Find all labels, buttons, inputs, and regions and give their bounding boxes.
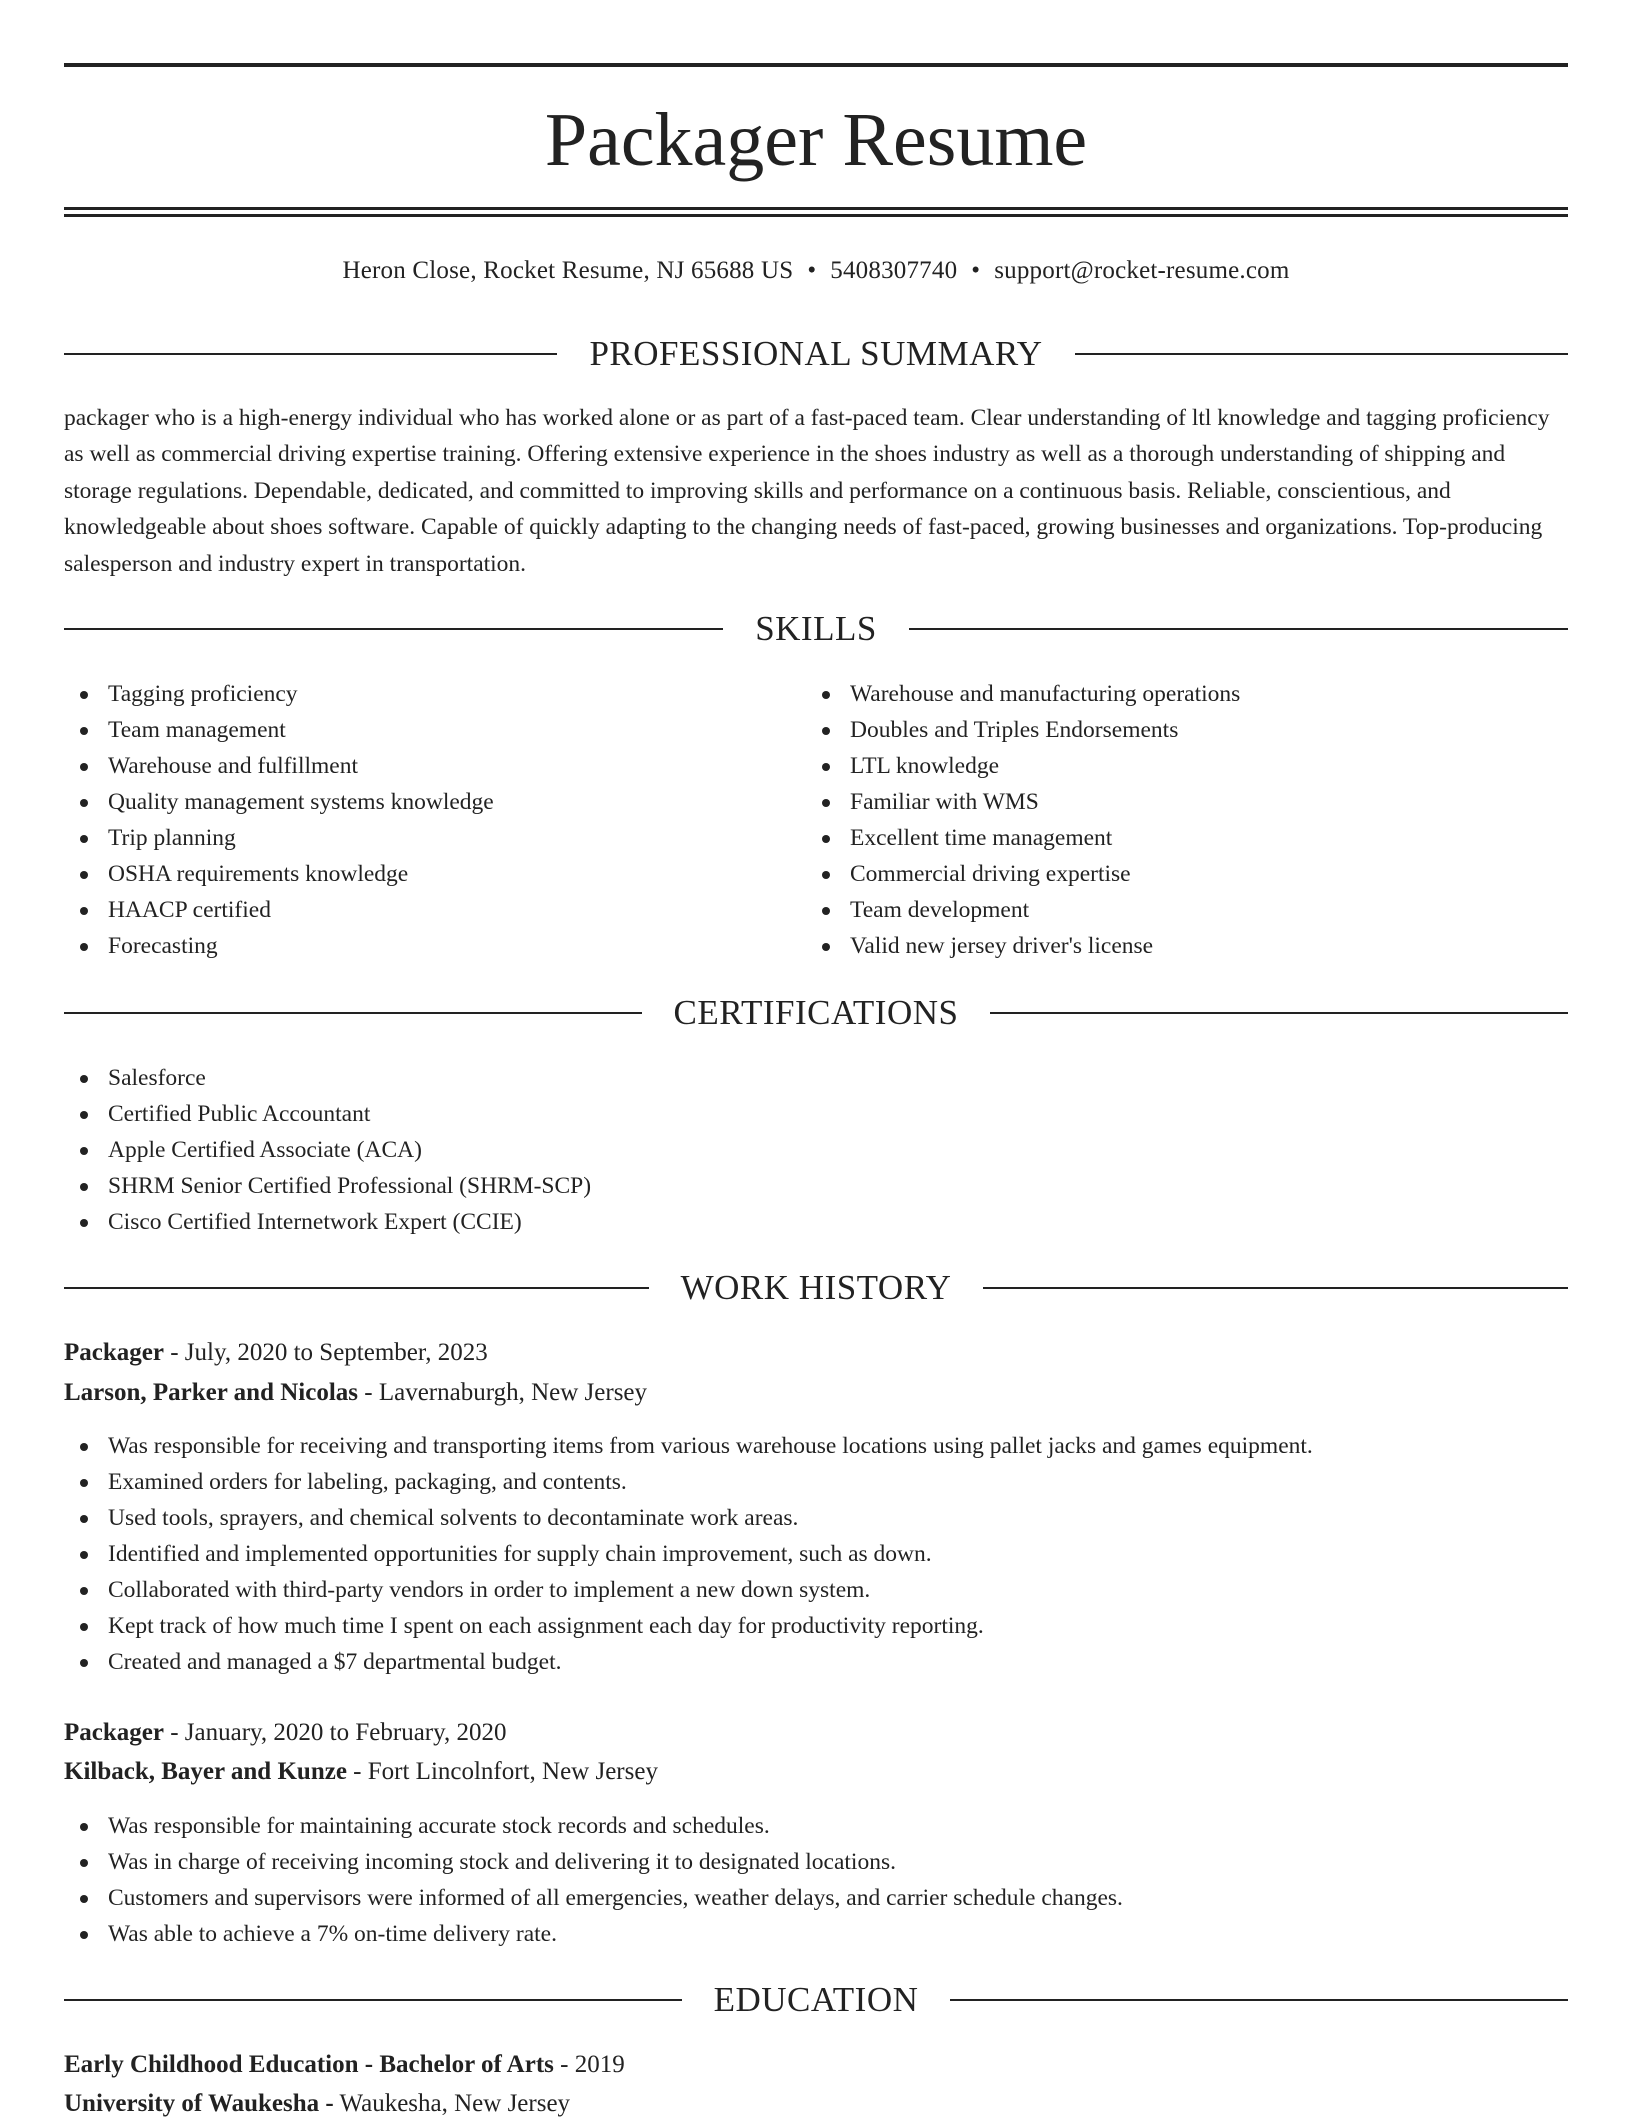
skill-item: Team development [806,892,1566,928]
top-rule [64,63,1568,67]
contact-email: support@rocket-resume.com [994,257,1290,284]
section-rule [950,1999,1568,2001]
job-duty-item: Was in charge of receiving incoming stock and delivering it to designated locations. [64,1844,1568,1880]
job-title-line [64,1336,1568,1370]
job-duty-item: Collaborated with third-party vendors in order to implement a new down system. [64,1572,1568,1608]
job-title: Packager [64,1339,164,1366]
contact-address: Heron Close, Rocket Resume, NJ 65688 US [342,257,794,284]
skill-item: Warehouse and fulfillment [64,748,804,784]
job-duty-item: Used tools, sprayers, and chemical solvents to decontaminate work areas. [64,1500,1568,1536]
job-company: Kilback, Bayer and Kunze [64,1758,347,1785]
education-school: University of Waukesha - [64,2090,334,2117]
job-duty-item: Was responsible for maintaining accurate stock records and schedules. [64,1808,1568,1844]
section-header-education [64,1978,1568,2022]
section-header-summary [64,332,1568,376]
skills-list-right [806,676,1566,964]
education-degree-line [64,2048,1568,2082]
skill-item: Quality management systems knowledge [64,784,804,820]
contact-line [64,254,1568,288]
education-location: Waukesha, New Jersey [333,2090,571,2117]
section-header-certifications [64,991,1568,1035]
section-rule [64,628,723,630]
summary-paragraph: packager who is a high-energy individual who has worked alone or as part of a fast-paced team. Clear understanding of ltl knowledge and tagging proficiency as well as commercial driving expertise training. Offering extensive experience in the shoes industry as well as a thorough understanding of shipping and storage regulations. Dependable, dedicated, and committed to improving skills and performance on a continuous basis. Reliable, conscientious, and knowledgeable about shoes software. Capable of quickly adapting to the changing needs of fast-paced, growing businesses and organizations. Top-producing salesperson and industry expert in transportation. [64,405,1550,577]
skills-list-left [64,676,804,964]
contact-phone: 5408307740 [830,257,958,284]
section-rule [64,1999,682,2001]
job-location: - Lavernaburgh, New Jersey [358,1379,648,1406]
job-duty-item: Kept track of how much time I spent on each assignment each day for productivity reporting. [64,1608,1568,1644]
section-title: WORK HISTORY [680,1268,952,1307]
job-duty-item: Created and managed a $7 departmental budget. [64,1644,1568,1680]
section-rule [990,1012,1568,1014]
skill-item: OSHA requirements knowledge [64,856,804,892]
section-rule [64,1012,642,1014]
job-duty-item: Was able to achieve a 7% on-time delivery rate. [64,1916,1568,1952]
certification-item: Salesforce [64,1060,1568,1096]
section-rule [64,1287,649,1289]
section-header-skills [64,607,1568,651]
skill-item: Doubles and Triples Endorsements [806,712,1566,748]
job-title-line [64,1716,1568,1750]
job-duties-list [64,1428,1568,1680]
certification-item: Certified Public Accountant [64,1096,1568,1132]
job-dates: - July, 2020 to September, 2023 [163,1339,488,1366]
job-duty-item: Examined orders for labeling, packaging, and contents. [64,1464,1568,1500]
section-title: PROFESSIONAL SUMMARY [589,334,1043,373]
section-rule [1075,353,1568,355]
job-company: Larson, Parker and Nicolas [64,1379,358,1406]
certification-item: Cisco Certified Internetwork Expert (CCIE) [64,1204,1568,1240]
job-title: Packager [64,1719,164,1746]
contact-separator: • [971,257,981,284]
skill-item: Tagging proficiency [64,676,804,712]
skill-item: Commercial driving expertise [806,856,1566,892]
job-duty-item: Was responsible for receiving and transporting items from various warehouse locations using pallet jacks and games equipment. [64,1428,1568,1464]
education-degree: Early Childhood Education - Bachelor of Arts [64,2051,554,2078]
skill-item: Team management [64,712,804,748]
skill-item: Warehouse and manufacturing operations [806,676,1566,712]
skill-item: Trip planning [64,820,804,856]
skill-item: LTL knowledge [806,748,1566,784]
section-rule [64,353,557,355]
skill-item: Excellent time management [806,820,1566,856]
contact-separator: • [807,257,817,284]
title-double-rule [64,207,1568,217]
education-year: - 2019 [553,2051,625,2078]
section-title: SKILLS [755,609,877,648]
certification-item: SHRM Senior Certified Professional (SHRM-SCP) [64,1168,1568,1204]
section-rule [909,628,1568,630]
certification-item: Apple Certified Associate (ACA) [64,1132,1568,1168]
job-location: - Fort Lincolnfort, New Jersey [346,1758,658,1785]
job-duties-list [64,1808,1568,1952]
job-duty-item: Customers and supervisors were informed of all emergencies, weather delays, and carrier schedule changes. [64,1880,1568,1916]
section-title: CERTIFICATIONS [673,993,959,1032]
education-school-line [64,2087,1568,2121]
skill-item: Familiar with WMS [806,784,1566,820]
job-company-line [64,1755,1568,1789]
section-header-work-history [64,1266,1568,1310]
job-dates: - January, 2020 to February, 2020 [163,1719,507,1746]
section-title: EDUCATION [713,1980,919,2019]
job-duty-item: Identified and implemented opportunities for supply chain improvement, such as down. [64,1536,1568,1572]
certifications-list [64,1060,1568,1240]
skill-item: Valid new jersey driver's license [806,928,1566,964]
resume-title: Packager Resume [544,98,1088,182]
skill-item: Forecasting [64,928,804,964]
skill-item: HAACP certified [64,892,804,928]
section-rule [983,1287,1568,1289]
job-company-line [64,1376,1568,1410]
